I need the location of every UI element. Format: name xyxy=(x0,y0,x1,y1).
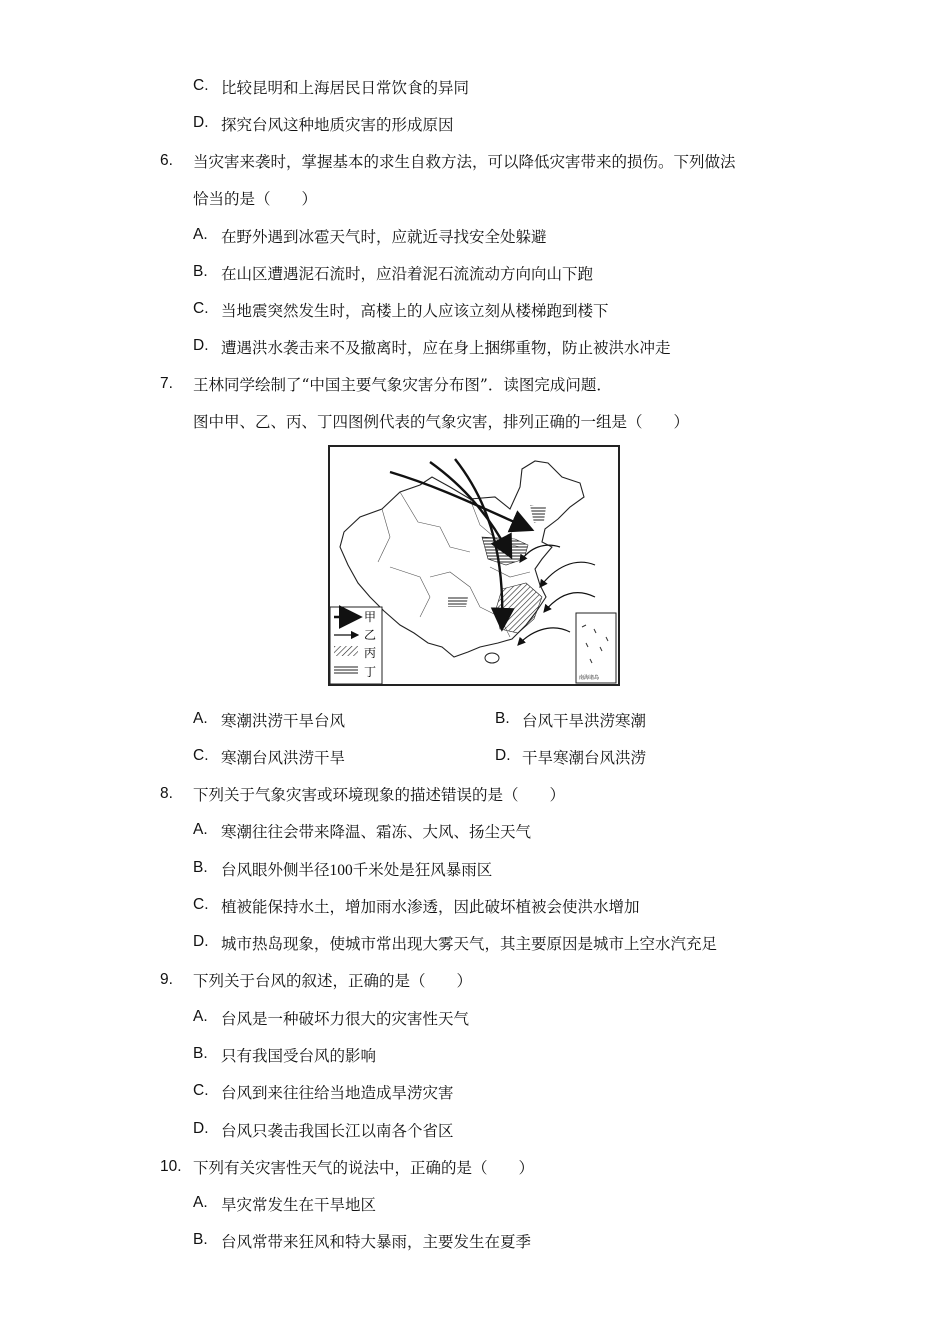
option-text: 寒潮台风洪涝干旱 xyxy=(221,749,346,767)
option-letter: B. xyxy=(193,859,208,876)
question-number: 7. xyxy=(160,375,173,392)
question-stem: 当灾害来袭时，掌握基本的求生自救方法，可以降低灾害带来的损伤。下列做法 xyxy=(193,153,736,171)
legend-label-jia: 甲 xyxy=(364,610,377,624)
legend-label-yi: 乙 xyxy=(364,628,377,642)
option-text: 干旱寒潮台风洪涝 xyxy=(522,749,647,767)
option-letter: B. xyxy=(193,1045,208,1062)
region-west-hatch xyxy=(448,597,468,607)
option-text: 寒潮洪涝干旱台风 xyxy=(221,712,346,730)
option-letter: C. xyxy=(193,300,209,317)
inset-label: 南海诸岛 xyxy=(579,675,600,681)
question-stem: 下列关于气象灾害或环境现象的描述错误的是（ ） xyxy=(193,786,566,804)
option-text: 寒潮往往会带来降温、霜冻、大风、扬尘天气 xyxy=(221,823,532,841)
legend-label-bing: 丙 xyxy=(364,646,377,660)
option-letter: A. xyxy=(193,710,208,727)
question-stem: 下列有关灾害性天气的说法中，正确的是（ ） xyxy=(193,1159,535,1177)
option-letter: A. xyxy=(193,1194,208,1211)
question-number: 8. xyxy=(160,785,173,802)
region-northeast-hatch xyxy=(530,505,546,523)
option-letter: C. xyxy=(193,747,209,764)
arrow-thick-1 xyxy=(390,472,530,529)
option-text: 比较昆明和上海居民日常饮食的异同 xyxy=(221,79,470,97)
option-text: 探究台风这种地质灾害的形成原因 xyxy=(221,116,454,134)
arrow-thin-3 xyxy=(518,628,570,645)
option-text-part: 台风眼外侧半径 xyxy=(221,861,330,879)
option-text-number: 100 xyxy=(329,862,353,879)
option-text: 台风到来往往给当地造成旱涝灾害 xyxy=(221,1084,454,1102)
option-letter: D. xyxy=(193,1120,209,1137)
option-text: 旱灾常发生在干旱地区 xyxy=(221,1196,377,1214)
question-stem: 王林同学绘制了“中国主要气象灾害分布图”．读图完成问题． xyxy=(193,376,612,394)
option-text: 台风只袭击我国长江以南各个省区 xyxy=(221,1122,454,1140)
option-text: 台风常带来狂风和特大暴雨，主要发生在夏季 xyxy=(221,1233,532,1251)
weather-disaster-map xyxy=(328,445,620,686)
question-number: 9. xyxy=(160,971,173,988)
question-number: 10. xyxy=(160,1158,182,1175)
option-letter: B. xyxy=(193,263,208,280)
option-letter: A. xyxy=(193,226,208,243)
question-stem: 下列关于台风的叙述，正确的是（ ） xyxy=(193,972,473,990)
arrow-thin-2 xyxy=(544,593,595,612)
option-letter: B. xyxy=(495,710,510,727)
option-text: 城市热岛现象，使城市常出现大雾天气，其主要原因是城市上空水汽充足 xyxy=(221,935,718,953)
option-text: 植被能保持水土，增加雨水渗透，因此破坏植被会使洪水增加 xyxy=(221,898,640,916)
china-map-figure xyxy=(330,447,618,684)
question-number: 6. xyxy=(160,152,173,169)
option-letter: C. xyxy=(193,77,209,94)
option-letter: C. xyxy=(193,896,209,913)
arrow-thin-1 xyxy=(540,562,595,587)
option-text: 遭遇洪水袭击来不及撤离时，应在身上捆绑重物，防止被洪水冲走 xyxy=(221,339,671,357)
option-letter: D. xyxy=(193,933,209,950)
question-stem: 恰当的是（ ） xyxy=(193,190,318,208)
option-letter: D. xyxy=(495,747,511,764)
option-text: 台风是一种破坏力很大的灾害性天气 xyxy=(221,1010,470,1028)
legend-label-ding: 丁 xyxy=(364,665,377,679)
option-text: 当地震突然发生时，高楼上的人应该立刻从楼梯跑到楼下 xyxy=(221,302,609,320)
option-text-part: 千米处是狂风暴雨区 xyxy=(352,861,493,879)
option-text: 在野外遇到冰雹天气时，应就近寻找安全处躲避 xyxy=(221,228,547,246)
option-letter: A. xyxy=(193,821,208,838)
option-text xyxy=(221,860,492,881)
inset-box xyxy=(576,613,616,683)
question-stem: 图中甲、乙、丙、丁四图例代表的气象灾害，排列正确的一组是（ ） xyxy=(193,413,690,431)
option-letter: D. xyxy=(193,337,209,354)
option-text: 台风干旱洪涝寒潮 xyxy=(522,712,647,730)
option-letter: B. xyxy=(193,1231,208,1248)
option-letter: D. xyxy=(193,114,209,131)
option-text: 在山区遭遇泥石流时，应沿着泥石流流动方向向山下跑 xyxy=(221,265,594,283)
option-letter: C. xyxy=(193,1082,209,1099)
hainan-island xyxy=(485,653,499,663)
option-letter: A. xyxy=(193,1008,208,1025)
option-text: 只有我国受台风的影响 xyxy=(221,1047,377,1065)
